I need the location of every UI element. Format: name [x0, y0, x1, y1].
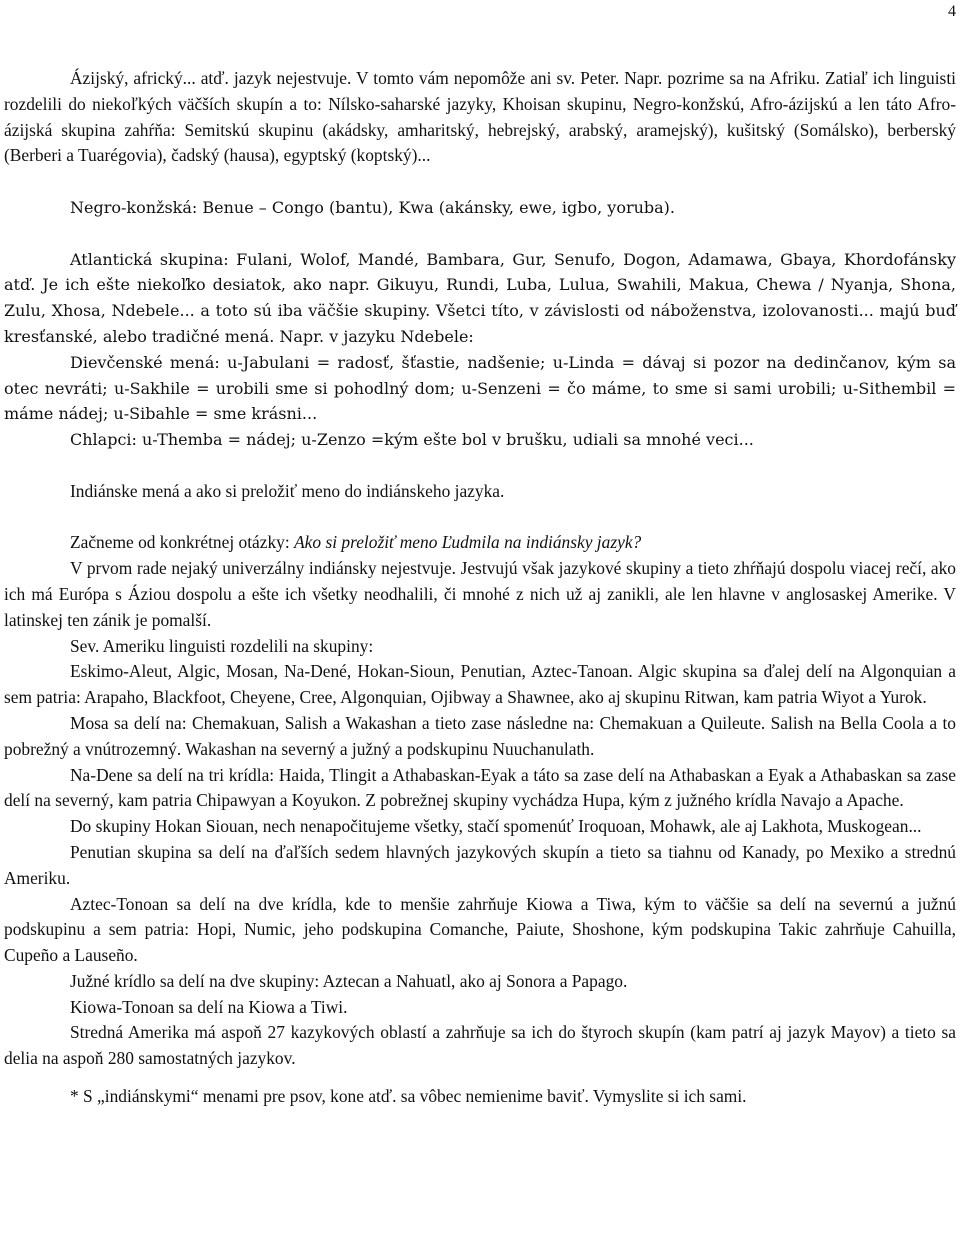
paragraph-boy-names: Chlapci: u-Themba = nádej; u-Zenzo =kým ešte bol v brušku, udiali sa mnohé veci... — [70, 430, 754, 450]
paragraph-hokan-siouan: Do skupiny Hokan Siouan, nech nenapočitujeme všetky, stačí spomenúť Iroquoan, Mohawk, ale aj Lakhota, Muskogean... — [70, 816, 922, 837]
paragraph-girl-names: Dievčenské mená: u-Jabulani = radosť, šťastie, nadšenie; u-Linda = dávaj si pozor na dedinčanov, kým sa otec nevráti; u-Sakhile = urobili sme si pohodlný dom; u-Senzeni = čo máme, to sme si sami urobili; u-Sithembil = máme nádej; u-Sibahle = sme krásni... — [4, 352, 956, 424]
paragraph-kiowa-tonoan: Kiowa-Tonoan sa delí na Kiowa a Tiwi. — [70, 996, 348, 1017]
paragraph-central-america: Stredná Amerika má aspoň 27 kazykových oblastí a zahrňuje sa ich do štyroch skupín (kam patrí aj jazyk Mayov) a tieto sa delia na aspoň 280 samostatných jazykov. — [4, 1022, 956, 1069]
paragraph-aztec-tonoan: Aztec-Tonoan sa delí na dve krídla, kde to menšie zahrňuje Kiowa a Tiwa, kým to väčšie sa delí na severnú a južnú podskupinu a sem patria: Hopi, Numic, jeho podskupina Comanche, Paiute, Shoshone, kým podskupina Takic zahrňuje Cahuilla, Cupeño a Lauseño. — [4, 893, 956, 966]
paragraph-question — [4, 530, 956, 556]
paragraph-south-wing: Južné krídlo sa delí na dve skupiny: Aztecan a Nahuatl, ako aj Sonora a Papago. — [70, 970, 628, 991]
question-lead: Začneme od konkrétnej otázky: — [70, 532, 295, 553]
paragraph-africa-intro: Ázijský, africký... atď. jazyk nejestvuje. V tomto vám nepomôže ani sv. Peter. Napr. pozrime sa na Afriku. Zatiaľ ich linguisti rozdelili do niekoľkých väčších skupín a to: Nílsko-saharské jazyky, Khoisan skupinu, Negro-konžskú, Afro-ázijskú a len táto Afro-ázijská skupina zahŕňa: Semitskú skupinu (akádsky, amharitský, hebrejský, arabský, aramejský), kušitský (Somálsko), berberský (Berberi a Tuarégovia), čadský (hausa), egyptský (koptský)... — [4, 68, 956, 166]
paragraph-north-america: Sev. Ameriku linguisti rozdelili na skupiny: — [70, 635, 374, 656]
page-number: 4 — [948, 3, 956, 20]
paragraph-no-universal: V prvom rade nejaký univerzálny indiánsky nejestvuje. Jestvujú však jazykové skupiny a tieto zhŕňajú dospolu viacej rečí, ako ich má Európa s Áziou dospolu a ešte ich všetky neodhalili, či mnohé z nich už aj zanikli, ale len hlavne v anglosaskej Amerike. V latinskej ten zánik je pomalší. — [4, 558, 956, 630]
paragraph-na-dene: Na-Dene sa delí na tri krídla: Haida, Tlingit a Athabaskan-Eyak a táto sa zase delí na Athabaskan a Eyak a Athabaskan sa zase delí na severný, kam patria Chipawyan a Koyukon. Z pobrežnej skupiny vychádza Hupa, kým z južného krídla Navajo a Apache. — [4, 764, 956, 811]
paragraph-atlantic-group: Atlantická skupina: Fulani, Wolof, Mandé, Bambara, Gur, Senufo, Dogon, Adamawa, Gbaya, Khordofánsky atď. Je ich ešte niekoľko desiatok, ako napr. Gikuyu, Rundi, Luba, Lulua, Swahili, Makua, Chewa / Nyanja, Shona, Zulu, Xhosa, Ndebele... a toto sú iba väčšie skupiny. Všetci títo, v závislosti od náboženstva, izolovanosti... majú buď kresťanské, alebo tradičné mená. Napr. v jazyku Ndebele: — [4, 249, 956, 346]
question-italic: Ako si preložiť meno Ľudmila na indiánsky jazyk? — [294, 532, 642, 553]
paragraph-penutian: Penutian skupina sa delí na ďaľších sedem hlavných jazykových skupín a tieto sa tiahnu od Kanady, po Mexiko a strednú Ameriku. — [4, 841, 956, 888]
paragraph-groups-list: Eskimo-Aleut, Algic, Mosan, Na-Dené, Hokan-Sioun, Penutian, Aztec-Tanoan. Algic skupina sa ďalej delí na Algonquian a sem patria: Arapaho, Blackfoot, Cheyene, Cree, Algonquian, Ojibway a Shawnee, ako aj skupinu Ritwan, kam patria Wiyot a Yurok. — [4, 661, 956, 708]
paragraph-mosa: Mosa sa delí na: Chemakuan, Salish a Wakashan a tieto zase následne na: Chemakuan a Quileute. Salish na Bella Coola a to pobrežný a vnútrozemný. Wakashan na severný a južný a podskupinu Nuuchanulath. — [4, 712, 956, 759]
document-body — [4, 66, 956, 1110]
section-heading-indian-names: Indiánske mená a ako si preložiť meno do indiánskeho jazyka. — [70, 480, 505, 501]
paragraph-negro-congo: Negro-konžská: Benue – Congo (bantu), Kwa (akánsky, ewe, igbo, yoruba). — [70, 197, 676, 217]
footnote: * S „indiánskymi“ menami pre psov, kone atď. sa vôbec nemienime baviť. Vymyslite si ich sami. — [70, 1086, 747, 1107]
